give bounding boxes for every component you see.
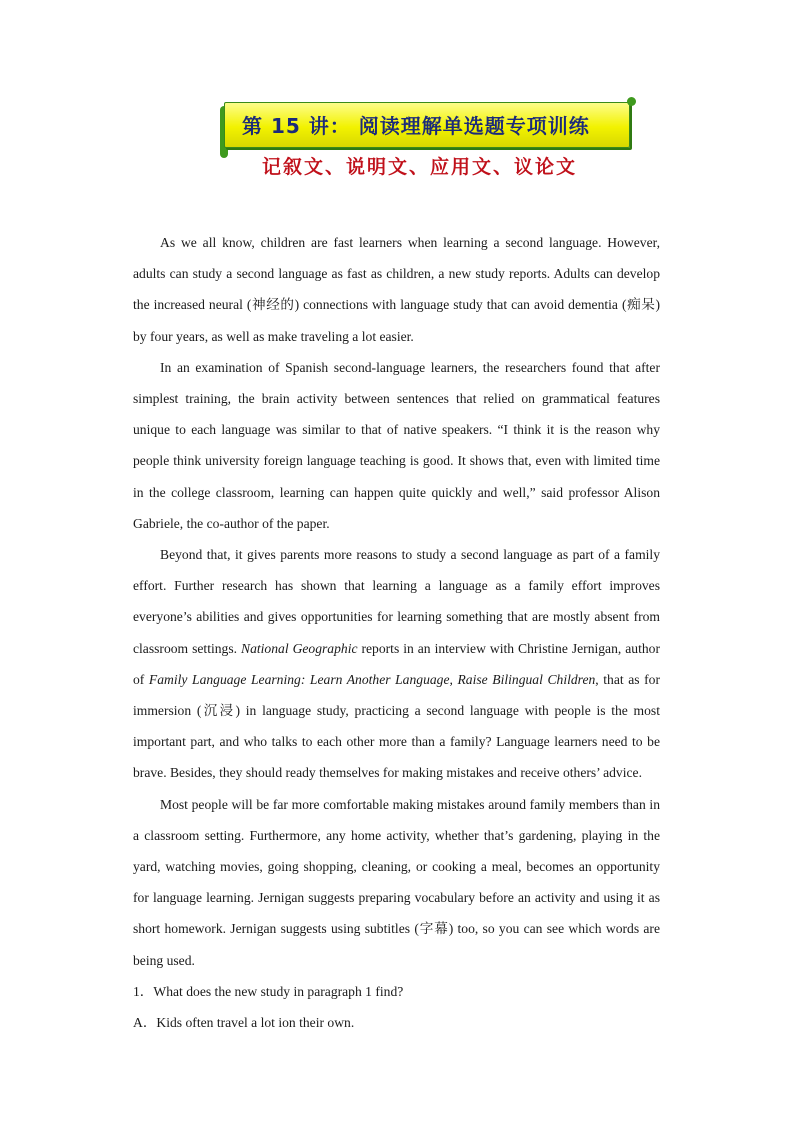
- lesson-title: 第 15 讲： 阅读理解单选题专项训练: [242, 114, 590, 138]
- paragraph-4: Most people will be far more comfortable making mistakes around family members than in a classroom setting. Furthermore, any home activity, whether that’s gardening, playing in the yard, watching movies, going shopping, cleaning, or cooking a meal, becomes an opportunity for language learning. Jernigan suggests preparing vocabulary before an activity and using it as short homework. Jernigan suggests using subtitles (字幕) too, so you can see which words are being used.: [133, 796, 660, 968]
- paragraph-3: [133, 539, 660, 789]
- paragraph-3-text-a: Beyond that, it gives parents more reasons to study a second language as part of a family effort. Further research has shown that learning a language as a family effort improves everyone’s abilities and gives opportunities for learning something that are mostly absent from classroom settings.: [133, 547, 660, 656]
- paragraph-1: As we all know, children are fast learners when learning a second language. However, adults can study a second language as fast as children, a new study reports. Adults can develop the increased neural (神经的) connections with language study that can avoid dementia (痴呆) by four years, as well as make traveling a lot easier.: [133, 235, 660, 344]
- source-name: National Geographic: [241, 640, 358, 656]
- paragraph-3-text-c: , that as for immersion (沉浸) in language study, practicing a second language with people is the most important part, and who talks to each other more than a family? Language learners need to be brave. Besides, they should ready themselves for making mistakes and receive others’ advice.: [133, 671, 661, 781]
- banner-scroll-knob: [627, 97, 636, 106]
- question-1-stem: 1．What does the new study in paragraph 1 find?: [133, 983, 404, 999]
- title-banner: [224, 102, 630, 148]
- paragraph-3-text-b: reports in an interview with Christine Jernigan, author of: [133, 640, 660, 687]
- question-1-option-a: A．Kids often travel a lot ion their own.: [133, 1015, 355, 1031]
- lesson-subtitle: 记叙文、说明文、应用文、议论文: [262, 156, 578, 178]
- reading-passage: [133, 227, 660, 1038]
- book-title: Family Language Learning: Learn Another Language, Raise Bilingual Children: [148, 671, 596, 687]
- paragraph-2: In an examination of Spanish second-language learners, the researchers found that after simplest training, the brain activity between sentences that relied on grammatical features unique to each language was similar to that of native speakers. “I think it is the reason why people think university foreign language teaching is good. It shows that, even with limited time in the college classroom, learning can happen quite quickly and well,” said professor Alison Gabriele, the co-author of the paper.: [133, 359, 660, 531]
